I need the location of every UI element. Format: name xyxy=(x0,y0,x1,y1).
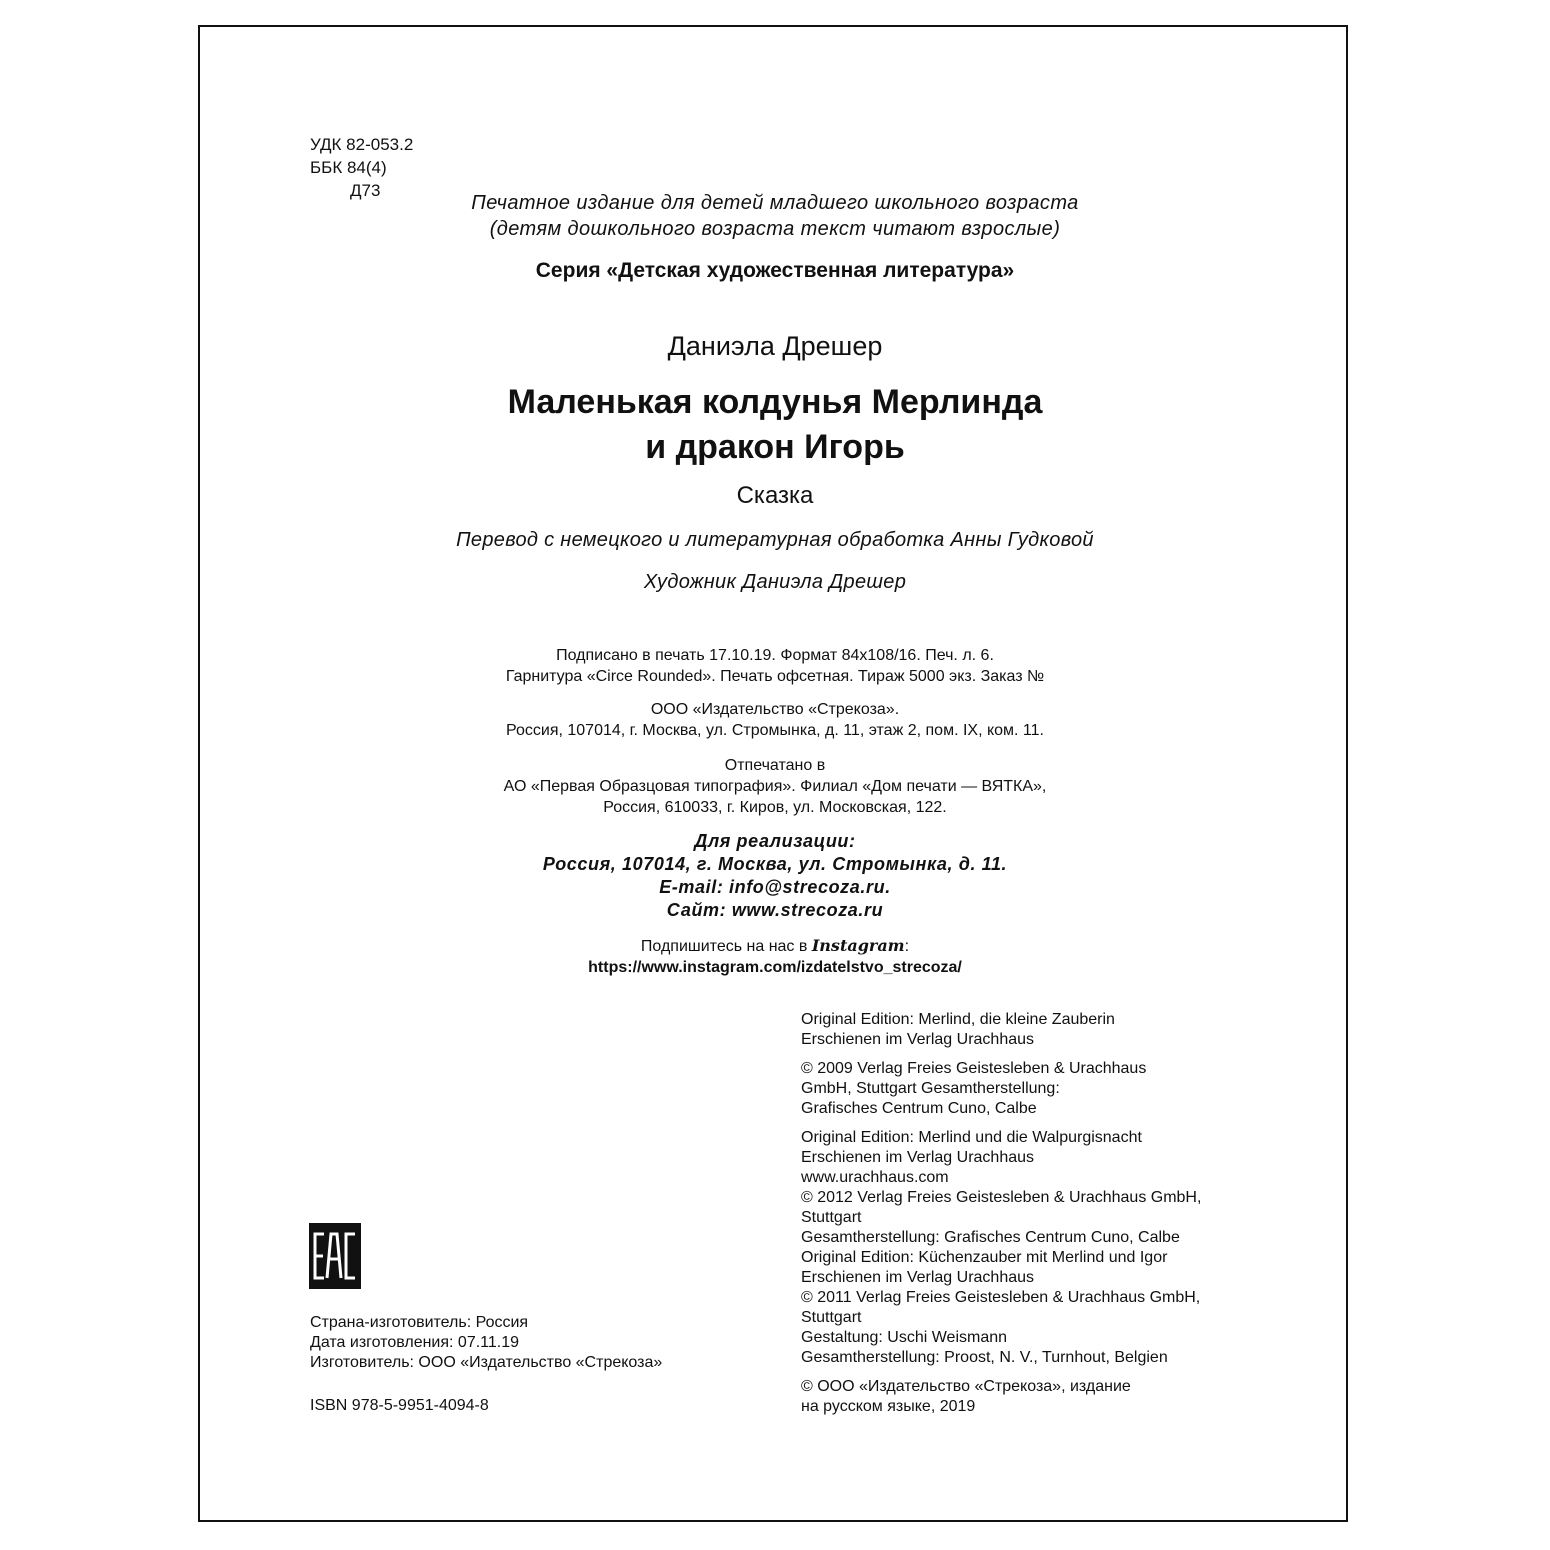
credits-block-2 xyxy=(801,1059,1261,1119)
publisher-info xyxy=(200,699,1350,741)
age-notice-line: Печатное издание для детей младшего школьного возраста xyxy=(471,192,1079,214)
book-title-line: Маленькая колдунья Мерлинда xyxy=(507,383,1043,421)
credit-line: Erschienen im Verlag Urachhaus xyxy=(801,1031,1035,1048)
sales-address: Россия, 107014, г. Москва, ул. Стромынка, д. 11. xyxy=(542,854,1008,874)
sales-heading: Для реализации: xyxy=(694,831,856,851)
credit-line: GmbH, Stuttgart Gesamtherstellung: xyxy=(801,1080,1060,1097)
credit-line: Grafisches Centrum Cuno, Calbe xyxy=(801,1100,1037,1117)
credit-line: © 2012 Verlag Freies Geistesleben & Urachhaus GmbH, xyxy=(801,1189,1202,1206)
printed-line: Россия, 610033, г. Киров, ул. Московская, 122. xyxy=(603,799,947,816)
credit-line: Gesamtherstellung: Grafisches Centrum Cuno, Calbe xyxy=(801,1229,1180,1246)
credit-line: Erschienen im Verlag Urachhaus xyxy=(801,1269,1035,1286)
bbk-code: ББК 84(4) xyxy=(310,158,387,177)
artist-credit: Художник Даниэла Дрешер xyxy=(643,571,907,593)
instagram-link[interactable]: https://www.instagram.com/izdatelstvo_strecoza/ xyxy=(588,959,962,976)
credit-line: Gesamtherstellung: Proost, N. V., Turnhout, Belgien xyxy=(801,1349,1168,1366)
age-notice-line: (детям дошкольного возраста текст читают взрослые) xyxy=(489,218,1061,240)
genre: Сказка xyxy=(736,482,814,509)
manufacture-info xyxy=(310,1313,662,1373)
eac-certification-icon xyxy=(309,1223,361,1294)
credits-block-4 xyxy=(801,1377,1261,1417)
instagram-logo-text: Instagram xyxy=(811,936,905,955)
credits-block-1 xyxy=(801,1010,1261,1050)
credit-line: © 2009 Verlag Freies Geistesleben & Urachhaus xyxy=(801,1060,1147,1077)
publisher-line: ООО «Издательство «Стрекоза». xyxy=(650,701,900,718)
printing-line: Гарнитура «Circe Rounded». Печать офсетная. Тираж 5000 экз. Заказ № xyxy=(505,668,1045,685)
credit-line: Gestaltung: Uschi Weismann xyxy=(801,1329,1008,1346)
instagram-prefix: Подпишитесь на нас в xyxy=(640,938,812,955)
instagram-block xyxy=(200,935,1350,978)
author-index: Д73 xyxy=(350,181,381,200)
credit-line: © ООО «Издательство «Стрекоза», издание xyxy=(801,1378,1131,1395)
manufacturer: Изготовитель: ООО «Издательство «Стрекоза» xyxy=(310,1354,663,1371)
instagram-invite xyxy=(200,935,1350,957)
credit-line: Original Edition: Merlind, die kleine Zauberin xyxy=(801,1011,1115,1028)
sales-contacts xyxy=(200,830,1350,922)
credit-line: Erschienen im Verlag Urachhaus xyxy=(801,1149,1035,1166)
credit-line: Stuttgart xyxy=(801,1309,862,1326)
credit-line: Original Edition: Küchenzauber mit Merlind und Igor xyxy=(801,1249,1168,1266)
credits-block-3 xyxy=(801,1128,1261,1368)
publisher-line: Россия, 107014, г. Москва, ул. Стромынка, д. 11, этаж 2, пом. IX, ком. 11. xyxy=(506,722,1044,739)
isbn: ISBN 978-5-9951-4094-8 xyxy=(310,1397,489,1414)
printed-line: АО «Первая Образцовая типография». Филиал «Дом печати — ВЯТКА», xyxy=(503,778,1047,795)
printing-line: Подписано в печать 17.10.19. Формат 84x108/16. Печ. л. 6. xyxy=(556,647,994,664)
printed-line: Отпечатано в xyxy=(724,757,826,774)
series-title: Серия «Детская художественная литература» xyxy=(535,259,1015,282)
credit-line: Original Edition: Merlind und die Walpurgisnacht xyxy=(801,1129,1142,1146)
sales-website[interactable]: Сайт: www.strecoza.ru xyxy=(666,900,884,920)
credit-line: на русском языке, 2019 xyxy=(801,1398,976,1415)
translation-credit: Перевод с немецкого и литературная обработка Анны Гудковой xyxy=(456,529,1094,551)
author-name: Даниэла Дрешер xyxy=(667,331,883,361)
instagram-suffix: : xyxy=(904,938,910,955)
manufacture-date: Дата изготовления: 07.11.19 xyxy=(310,1334,520,1351)
credit-line: © 2011 Verlag Freies Geistesleben & Urachhaus GmbH, xyxy=(801,1289,1201,1306)
printing-details xyxy=(200,645,1350,687)
credit-line: Stuttgart xyxy=(801,1209,862,1226)
original-edition-credits xyxy=(801,1010,1261,1426)
book-title xyxy=(200,380,1350,470)
country-of-origin: Страна-изготовитель: Россия xyxy=(310,1314,529,1331)
book-title-line: и дракон Игорь xyxy=(645,428,905,466)
credit-line: www.urachhaus.com xyxy=(801,1169,949,1186)
printed-at xyxy=(200,755,1350,818)
udk-code: УДК 82-053.2 xyxy=(310,135,414,154)
age-notice xyxy=(200,190,1350,242)
sales-email[interactable]: E-mail: info@strecoza.ru. xyxy=(659,877,891,897)
